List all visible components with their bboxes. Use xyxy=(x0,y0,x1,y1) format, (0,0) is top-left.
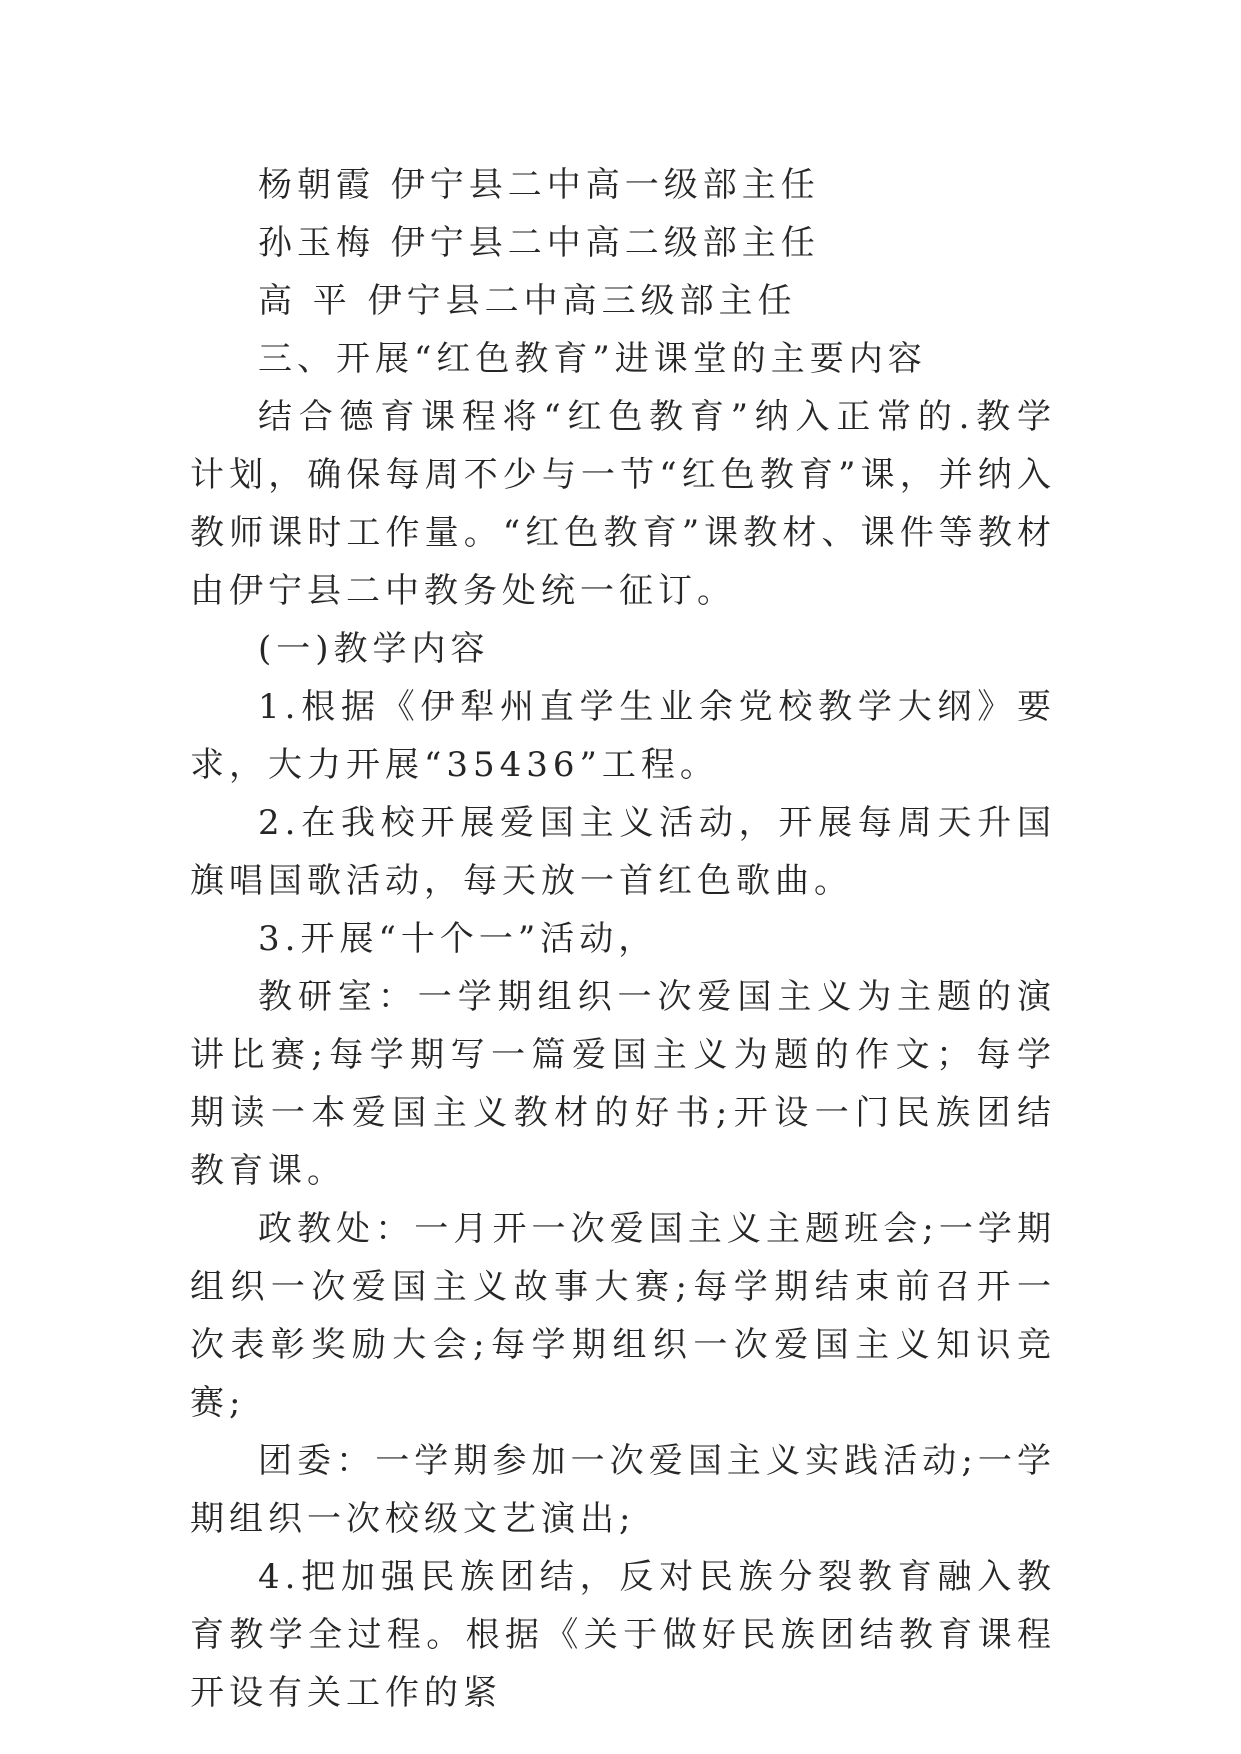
section-heading-3: 三、开展“红色教育”进课堂的主要内容 xyxy=(258,339,927,379)
staff-line-sun: 孙玉梅 伊宁县二中高二级部主任 xyxy=(258,223,820,263)
list-item-4: 4.把加强民族团结，反对民族分裂教育融入教育教学全过程。根据《关于做好民族团结教育课程开设有关工作的紧 xyxy=(190,1557,1056,1713)
list-item-3: 3.开展“十个一”活动， xyxy=(258,919,658,959)
paragraph-youth-league: 团委：一学期参加一次爱国主义实践活动;一学期组织一次校级文艺演出; xyxy=(190,1441,1056,1539)
subsection-heading-1: (一)教学内容 xyxy=(258,629,490,669)
list-item-1: 1.根据《伊犁州直学生业余党校教学大纲》要求，大力开展“35436”工程。 xyxy=(190,687,1056,785)
paragraph-curriculum: 结合德育课程将“红色教育”纳入正常的.教学计划，确保每周不少与一节“红色教育”课，并纳入教师课时工作量。“红色教育”课教材、课件等教材由伊宁县二中教务处统一征订。 xyxy=(190,397,1056,611)
document-body xyxy=(190,156,1056,1722)
staff-line-yang: 杨朝霞 伊宁县二中高一级部主任 xyxy=(258,165,820,205)
list-item-2: 2.在我校开展爱国主义活动，开展每周天升国旗唱国歌活动，每天放一首红色歌曲。 xyxy=(190,803,1056,901)
staff-line-gao: 高 平 伊宁县二中高三级部主任 xyxy=(258,281,797,321)
paragraph-research-office: 教研室：一学期组织一次爱国主义为主题的演讲比赛;每学期写一篇爱国主义为题的作文；每学期读一本爱国主义教材的好书;开设一门民族团结教育课。 xyxy=(190,977,1056,1191)
paragraph-political-office: 政教处：一月开一次爱国主义主题班会;一学期组织一次爱国主义故事大赛;每学期结束前召开一次表彰奖励大会;每学期组织一次爱国主义知识竞赛; xyxy=(190,1209,1056,1423)
